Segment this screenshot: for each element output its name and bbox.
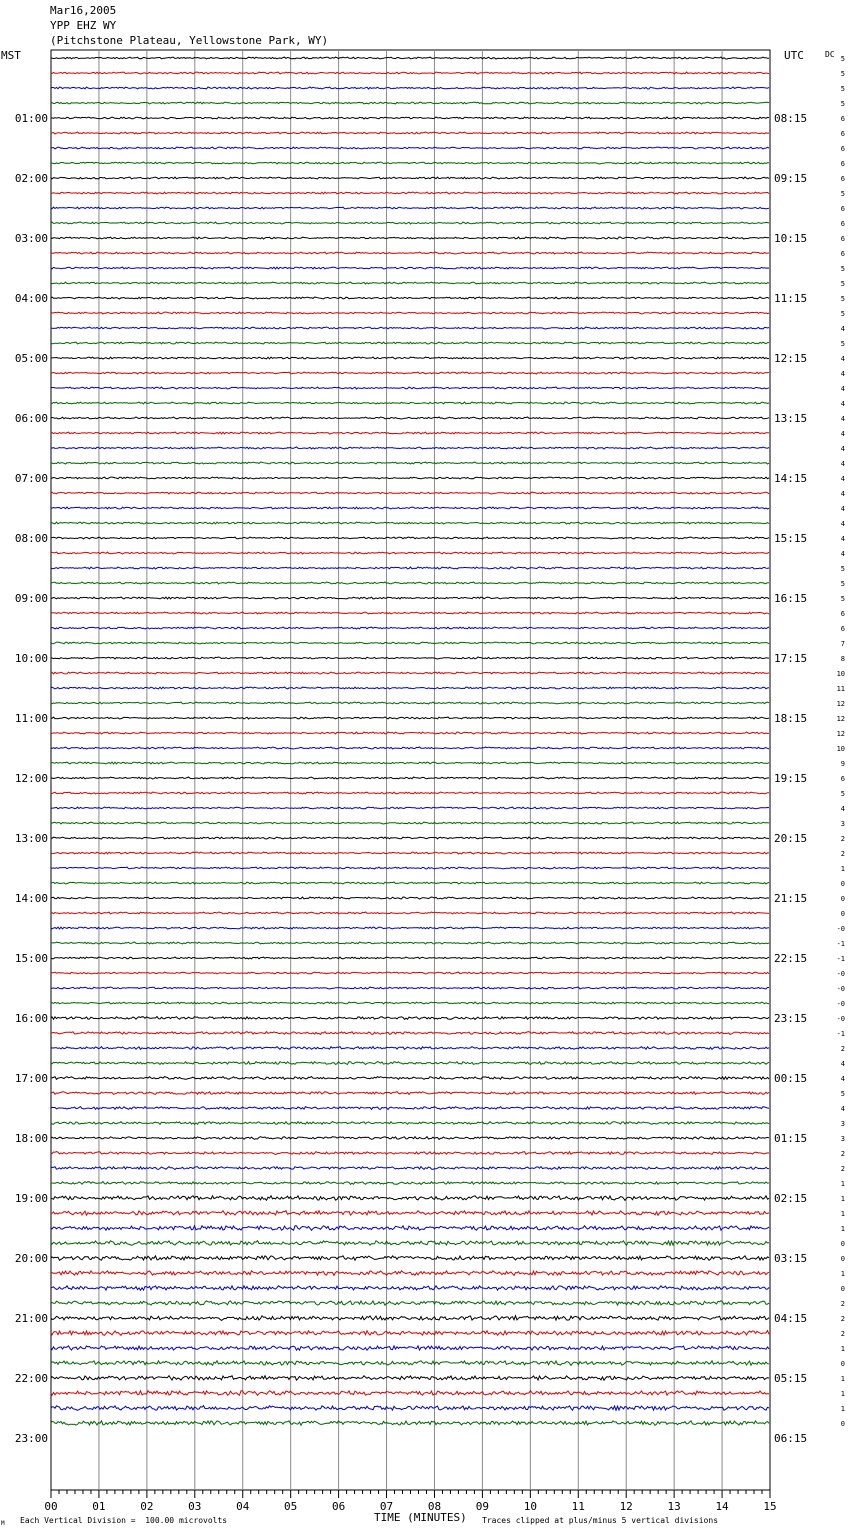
trace-line bbox=[51, 177, 769, 179]
trace-line bbox=[51, 1331, 769, 1336]
trace-line bbox=[51, 507, 769, 509]
trace-line bbox=[51, 747, 769, 749]
dc-offset-value: 1 bbox=[840, 1180, 845, 1188]
dc-offset-value: 0 bbox=[840, 880, 845, 888]
left-hour-label: 01:00 bbox=[14, 112, 48, 125]
dc-offset-value: 2 bbox=[840, 1045, 845, 1053]
left-hour-label: 22:00 bbox=[14, 1372, 48, 1385]
dc-offset-value: 9 bbox=[840, 760, 845, 768]
trace-line bbox=[51, 597, 769, 599]
dc-offset-header: DC bbox=[825, 50, 835, 59]
trace-line bbox=[51, 207, 769, 209]
trace-line bbox=[51, 1301, 769, 1306]
dc-offset-value: 4 bbox=[840, 475, 845, 483]
trace-line bbox=[51, 1092, 769, 1095]
x-tick-label: 15 bbox=[763, 1500, 777, 1513]
trace-line bbox=[51, 837, 769, 839]
trace-line bbox=[51, 267, 769, 269]
dc-offset-value: 3 bbox=[840, 1120, 845, 1128]
trace-line bbox=[51, 1196, 769, 1201]
trace-line bbox=[51, 222, 769, 224]
x-tick-label: 00 bbox=[44, 1500, 58, 1513]
left-hour-label: 23:00 bbox=[14, 1432, 48, 1445]
x-tick-label: 13 bbox=[667, 1500, 681, 1513]
trace-line bbox=[51, 357, 769, 359]
left-hour-label: 15:00 bbox=[14, 952, 48, 965]
trace-line bbox=[51, 732, 769, 734]
right-timezone-label: UTC bbox=[784, 49, 804, 62]
dc-offset-value: 1 bbox=[840, 1375, 845, 1383]
plot-date: Mar16,2005 bbox=[50, 4, 117, 17]
trace-line bbox=[51, 777, 769, 779]
trace-line bbox=[51, 1182, 769, 1185]
dc-offset-value: 1 bbox=[840, 1345, 845, 1353]
left-hour-label: 17:00 bbox=[14, 1072, 48, 1085]
right-hour-label: 02:15 bbox=[774, 1192, 808, 1205]
trace-line bbox=[51, 1361, 769, 1366]
dc-offset-value: 4 bbox=[840, 430, 845, 438]
trace-line bbox=[51, 327, 769, 329]
trace-line bbox=[51, 342, 769, 344]
dc-offset-value: 2 bbox=[840, 1315, 845, 1323]
right-hour-labels bbox=[774, 112, 807, 1445]
dc-offset-value: 5 bbox=[840, 565, 845, 573]
dc-offset-value: 5 bbox=[840, 265, 845, 273]
x-tick-label: 02 bbox=[140, 1500, 154, 1513]
trace-line bbox=[51, 1406, 769, 1411]
dc-offset-value: 1 bbox=[840, 1225, 845, 1233]
dc-offset-value: 5 bbox=[840, 70, 845, 78]
dc-offset-value: 4 bbox=[840, 505, 845, 513]
trace-line bbox=[51, 642, 769, 644]
trace-line bbox=[51, 1122, 769, 1125]
right-hour-label: 15:15 bbox=[774, 532, 808, 545]
dc-offset-value: 4 bbox=[840, 805, 845, 813]
dc-offset-value: 11 bbox=[836, 685, 845, 693]
dc-offset-value: 7 bbox=[840, 640, 845, 648]
left-hour-label: 13:00 bbox=[14, 832, 48, 845]
dc-offset-value: 6 bbox=[840, 160, 845, 168]
trace-line bbox=[51, 1017, 769, 1020]
trace-line bbox=[51, 912, 769, 914]
dc-offset-value: 12 bbox=[836, 715, 845, 723]
dc-offset-value: 5 bbox=[840, 55, 845, 63]
trace-line bbox=[51, 162, 769, 164]
dc-offset-value: 8 bbox=[840, 655, 845, 663]
dc-offset-value: -0 bbox=[836, 985, 845, 993]
dc-offset-value: 1 bbox=[840, 1270, 845, 1278]
right-hour-label: 22:15 bbox=[774, 952, 808, 965]
trace-line bbox=[51, 672, 769, 674]
dc-offset-value: 4 bbox=[840, 1060, 845, 1068]
dc-offset-value: 2 bbox=[840, 1300, 845, 1308]
trace-line bbox=[51, 297, 769, 299]
right-hour-label: 04:15 bbox=[774, 1312, 808, 1325]
left-hour-label: 02:00 bbox=[14, 172, 48, 185]
trace-line bbox=[51, 987, 769, 989]
dc-offset-value: 4 bbox=[840, 550, 845, 558]
dc-offset-value: 6 bbox=[840, 145, 845, 153]
dc-offset-value: 1 bbox=[840, 1405, 845, 1413]
dc-offset-value: 12 bbox=[836, 700, 845, 708]
left-hour-label: 10:00 bbox=[14, 652, 48, 665]
dc-offset-value: 10 bbox=[836, 745, 845, 753]
trace-line bbox=[51, 72, 769, 74]
trace-line bbox=[51, 1062, 769, 1065]
trace-line bbox=[51, 687, 769, 689]
corner-mark: M bbox=[1, 1520, 5, 1527]
trace-line bbox=[51, 1256, 769, 1261]
dc-offset-value: -0 bbox=[836, 1015, 845, 1023]
x-tick-label: 11 bbox=[571, 1500, 585, 1513]
dc-offset-value: 4 bbox=[840, 445, 845, 453]
trace-line bbox=[51, 702, 769, 704]
trace-line bbox=[51, 402, 769, 404]
trace-line bbox=[51, 1421, 769, 1426]
trace-line bbox=[51, 1391, 769, 1396]
trace-line bbox=[51, 1286, 769, 1291]
trace-line bbox=[51, 627, 769, 629]
dc-offset-value: 6 bbox=[840, 250, 845, 258]
trace-line bbox=[51, 237, 769, 239]
trace-line bbox=[51, 1002, 769, 1004]
right-hour-label: 18:15 bbox=[774, 712, 808, 725]
station-code: YPP EHZ WY bbox=[50, 19, 117, 32]
dc-offset-value: 0 bbox=[840, 1285, 845, 1293]
x-tick-label: 14 bbox=[715, 1500, 729, 1513]
trace-line bbox=[51, 1226, 769, 1231]
dc-offset-value: 5 bbox=[840, 1090, 845, 1098]
trace-line bbox=[51, 447, 769, 449]
dc-offset-value: 6 bbox=[840, 175, 845, 183]
dc-offset-value: 1 bbox=[840, 1210, 845, 1218]
dc-offset-value: 5 bbox=[840, 100, 845, 108]
left-hour-label: 21:00 bbox=[14, 1312, 48, 1325]
dc-offset-value: 2 bbox=[840, 835, 845, 843]
trace-line bbox=[51, 462, 769, 464]
x-tick-label: 07 bbox=[379, 1500, 394, 1513]
trace-line bbox=[51, 552, 769, 554]
right-hour-label: 12:15 bbox=[774, 352, 808, 365]
trace-line bbox=[51, 1346, 769, 1350]
left-hour-label: 12:00 bbox=[14, 772, 48, 785]
x-tick-label: 10 bbox=[523, 1500, 537, 1513]
dc-offset-value: 2 bbox=[840, 850, 845, 858]
right-hour-label: 21:15 bbox=[774, 892, 808, 905]
left-hour-label: 04:00 bbox=[14, 292, 48, 305]
trace-line bbox=[51, 1137, 769, 1140]
dc-offset-value: -1 bbox=[836, 1030, 845, 1038]
dc-offset-value: 4 bbox=[840, 400, 845, 408]
trace-line bbox=[51, 852, 769, 854]
right-hour-label: 13:15 bbox=[774, 412, 808, 425]
dc-offset-value: 6 bbox=[840, 610, 845, 618]
trace-line bbox=[51, 132, 769, 134]
dc-offset-value: 5 bbox=[840, 340, 845, 348]
left-hour-label: 19:00 bbox=[14, 1192, 48, 1205]
dc-offset-value: 2 bbox=[840, 1150, 845, 1158]
trace-line bbox=[51, 282, 769, 284]
trace-line bbox=[51, 252, 769, 254]
trace-line bbox=[51, 612, 769, 614]
x-tick-label: 08 bbox=[427, 1500, 442, 1513]
trace-line bbox=[51, 1152, 769, 1155]
x-tick-label: 05 bbox=[284, 1500, 298, 1513]
dc-offset-value: -0 bbox=[836, 925, 845, 933]
left-hour-label: 05:00 bbox=[14, 352, 48, 365]
x-tick-label: 03 bbox=[188, 1500, 202, 1513]
dc-offset-value: 6 bbox=[840, 775, 845, 783]
trace-line bbox=[51, 927, 769, 929]
dc-offset-value: 5 bbox=[840, 295, 845, 303]
right-hour-label: 23:15 bbox=[774, 1012, 808, 1025]
trace-line bbox=[51, 537, 769, 539]
dc-offset-value: 0 bbox=[840, 910, 845, 918]
left-hour-label: 16:00 bbox=[14, 1012, 48, 1025]
dc-offset-value: 4 bbox=[840, 415, 845, 423]
trace-line bbox=[51, 102, 769, 104]
dc-offset-value: 6 bbox=[840, 625, 845, 633]
dc-offset-value: 4 bbox=[840, 1075, 845, 1083]
trace-line bbox=[51, 762, 769, 764]
dc-offset-value: 0 bbox=[840, 1240, 845, 1248]
dc-offset-value: -1 bbox=[836, 955, 845, 963]
x-axis-title: TIME (MINUTES) bbox=[374, 1511, 467, 1524]
trace-line bbox=[51, 1271, 769, 1276]
trace-line bbox=[51, 567, 769, 569]
trace-line bbox=[51, 717, 769, 719]
trace-line bbox=[51, 522, 769, 524]
dc-offset-value: 6 bbox=[840, 115, 845, 123]
x-tick-label: 09 bbox=[475, 1500, 490, 1513]
left-hour-label: 11:00 bbox=[14, 712, 48, 725]
dc-offset-value: 5 bbox=[840, 595, 845, 603]
right-hour-label: 11:15 bbox=[774, 292, 808, 305]
right-hour-label: 09:15 bbox=[774, 172, 808, 185]
dc-offset-value: 0 bbox=[840, 895, 845, 903]
trace-line bbox=[51, 417, 769, 419]
dc-offset-value: 6 bbox=[840, 130, 845, 138]
trace-line bbox=[51, 807, 769, 809]
trace-line bbox=[51, 957, 769, 959]
left-hour-label: 14:00 bbox=[14, 892, 48, 905]
trace-line bbox=[51, 492, 769, 494]
trace-line bbox=[51, 432, 769, 434]
right-hour-label: 19:15 bbox=[774, 772, 808, 785]
dc-offset-value: 4 bbox=[840, 520, 845, 528]
dc-offset-value: 0 bbox=[840, 1360, 845, 1368]
dc-offset-value: 3 bbox=[840, 820, 845, 828]
station-location: (Pitchstone Plateau, Yellowstone Park, WY) bbox=[50, 34, 329, 47]
right-hour-label: 06:15 bbox=[774, 1432, 808, 1445]
trace-line bbox=[51, 1211, 769, 1216]
dc-offset-value: 4 bbox=[840, 325, 845, 333]
right-hour-label: 14:15 bbox=[774, 472, 808, 485]
trace-line bbox=[51, 1316, 769, 1321]
dc-offset-value: 4 bbox=[840, 355, 845, 363]
left-hour-label: 08:00 bbox=[14, 532, 48, 545]
left-hour-label: 18:00 bbox=[14, 1132, 48, 1145]
x-axis bbox=[44, 1490, 776, 1513]
left-hour-label: 06:00 bbox=[14, 412, 48, 425]
dc-offset-value: 5 bbox=[840, 280, 845, 288]
dc-offset-value: 0 bbox=[840, 1420, 845, 1428]
dc-offset-value: 1 bbox=[840, 1195, 845, 1203]
trace-line bbox=[51, 792, 769, 794]
dc-offset-value: -0 bbox=[836, 970, 845, 978]
trace-line bbox=[51, 582, 769, 584]
trace-line bbox=[51, 1167, 769, 1170]
trace-line bbox=[51, 942, 769, 944]
x-tick-label: 04 bbox=[236, 1500, 250, 1513]
dc-offset-value: 4 bbox=[840, 535, 845, 543]
right-hour-label: 08:15 bbox=[774, 112, 808, 125]
trace-line bbox=[51, 372, 769, 374]
left-hour-label: 07:00 bbox=[14, 472, 48, 485]
trace-line bbox=[51, 867, 769, 869]
trace-line bbox=[51, 882, 769, 884]
dc-offset-value: -0 bbox=[836, 1000, 845, 1008]
dc-offset-value: 4 bbox=[840, 460, 845, 468]
dc-offset-value: 1 bbox=[840, 1390, 845, 1398]
trace-line bbox=[51, 147, 769, 149]
dc-offset-value: 4 bbox=[840, 370, 845, 378]
right-hour-label: 17:15 bbox=[774, 652, 808, 665]
right-hour-label: 03:15 bbox=[774, 1252, 808, 1265]
left-hour-label: 09:00 bbox=[14, 592, 48, 605]
dc-offset-value: 6 bbox=[840, 235, 845, 243]
clip-note: Traces clipped at plus/minus 5 vertical divisions bbox=[482, 1516, 719, 1525]
trace-line bbox=[51, 822, 769, 824]
trace-line bbox=[51, 657, 769, 659]
x-tick-label: 12 bbox=[619, 1500, 633, 1513]
trace-line bbox=[51, 87, 769, 89]
dc-offset-value: 1 bbox=[840, 865, 845, 873]
seismic-traces bbox=[51, 57, 769, 1425]
right-hour-label: 05:15 bbox=[774, 1372, 808, 1385]
trace-line bbox=[51, 192, 769, 194]
trace-line bbox=[51, 1241, 769, 1246]
dc-offset-value: 4 bbox=[840, 490, 845, 498]
dc-offset-value: 4 bbox=[840, 1105, 845, 1113]
x-tick-label: 01 bbox=[92, 1500, 106, 1513]
dc-offset-value: 2 bbox=[840, 1165, 845, 1173]
trace-line bbox=[51, 1107, 769, 1110]
scale-note: Each Vertical Division = 100.00 microvolts bbox=[20, 1516, 228, 1525]
dc-offset-value: 2 bbox=[840, 1330, 845, 1338]
dc-offset-value: 5 bbox=[840, 85, 845, 93]
dc-offset-value: 6 bbox=[840, 205, 845, 213]
dc-offset-value: 6 bbox=[840, 220, 845, 228]
dc-offset-value: 5 bbox=[840, 580, 845, 588]
dc-offset-value: 5 bbox=[840, 190, 845, 198]
left-hour-label: 20:00 bbox=[14, 1252, 48, 1265]
trace-line bbox=[51, 117, 769, 119]
trace-line bbox=[51, 387, 769, 389]
trace-line bbox=[51, 1376, 769, 1381]
dc-offset-value: 5 bbox=[840, 310, 845, 318]
trace-line bbox=[51, 57, 769, 59]
left-hour-labels bbox=[15, 112, 48, 1445]
right-hour-label: 10:15 bbox=[774, 232, 808, 245]
dc-offset-value: 10 bbox=[836, 670, 845, 678]
dc-offset-value: 3 bbox=[840, 1135, 845, 1143]
trace-line bbox=[51, 1047, 769, 1050]
trace-line bbox=[51, 477, 769, 479]
trace-line bbox=[51, 1077, 769, 1080]
dc-offset-value: 5 bbox=[840, 790, 845, 798]
left-timezone-label: MST bbox=[1, 49, 21, 62]
trace-line bbox=[51, 1032, 769, 1035]
right-hour-label: 00:15 bbox=[774, 1072, 808, 1085]
dc-offset-value: 0 bbox=[840, 1255, 845, 1263]
dc-offset-value: 4 bbox=[840, 385, 845, 393]
trace-line bbox=[51, 897, 769, 899]
right-hour-label: 20:15 bbox=[774, 832, 808, 845]
dc-offset-value: 12 bbox=[836, 730, 845, 738]
dc-offset-value: -1 bbox=[836, 940, 845, 948]
trace-line bbox=[51, 972, 769, 974]
right-hour-label: 16:15 bbox=[774, 592, 808, 605]
x-tick-label: 06 bbox=[331, 1500, 346, 1513]
left-hour-label: 03:00 bbox=[14, 232, 48, 245]
right-hour-label: 01:15 bbox=[774, 1132, 808, 1145]
dc-offset-labels bbox=[837, 55, 845, 1428]
trace-line bbox=[51, 312, 769, 314]
